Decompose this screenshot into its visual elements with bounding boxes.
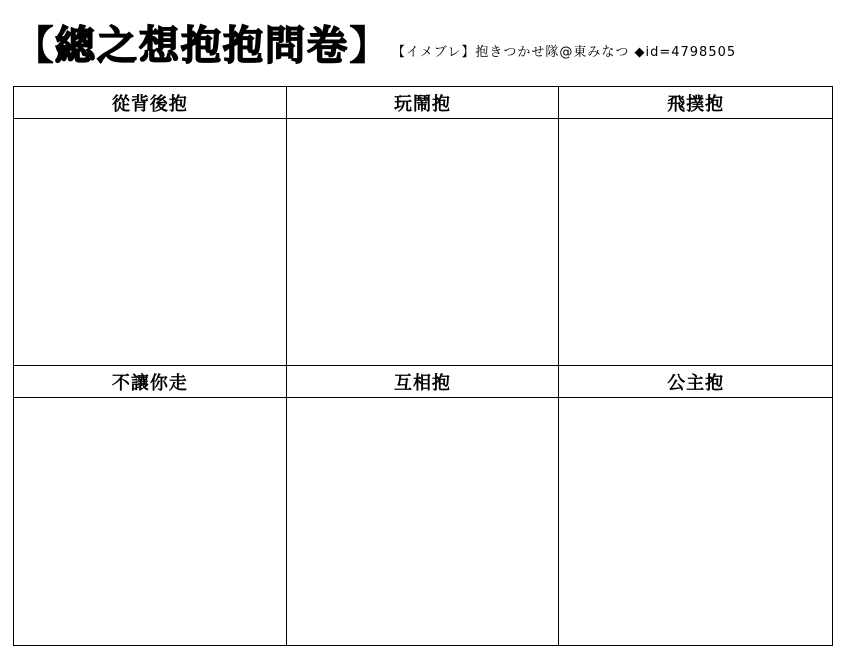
cell-playful-hug <box>287 87 560 366</box>
cell-label: 從背後抱 <box>14 87 286 119</box>
drawing-area[interactable] <box>14 398 286 645</box>
drawing-area[interactable] <box>287 119 559 365</box>
credit-text: 【イメブレ】抱きつかせ隊@東みなつ ◆id=4798505 <box>392 45 737 60</box>
cell-princess-carry <box>559 366 832 645</box>
page-title: 總之想抱抱問卷 <box>55 23 349 69</box>
drawing-area[interactable] <box>287 398 559 645</box>
drawing-area[interactable] <box>14 119 286 365</box>
cell-label: 玩鬧抱 <box>287 87 559 119</box>
cell-label: 不讓你走 <box>14 366 286 398</box>
drawing-area[interactable] <box>559 119 832 365</box>
header <box>14 14 736 70</box>
cell-dont-go <box>14 366 287 645</box>
cell-label: 公主抱 <box>559 366 832 398</box>
cell-back-hug <box>14 87 287 366</box>
cell-label: 互相抱 <box>287 366 559 398</box>
cell-mutual-hug <box>287 366 560 645</box>
survey-grid <box>13 86 833 646</box>
title-bracket-open: 【 <box>14 23 55 69</box>
title-bracket-close: 】 <box>349 23 390 69</box>
cell-leap-hug <box>559 87 832 366</box>
cell-label: 飛撲抱 <box>559 87 832 119</box>
drawing-area[interactable] <box>559 398 832 645</box>
